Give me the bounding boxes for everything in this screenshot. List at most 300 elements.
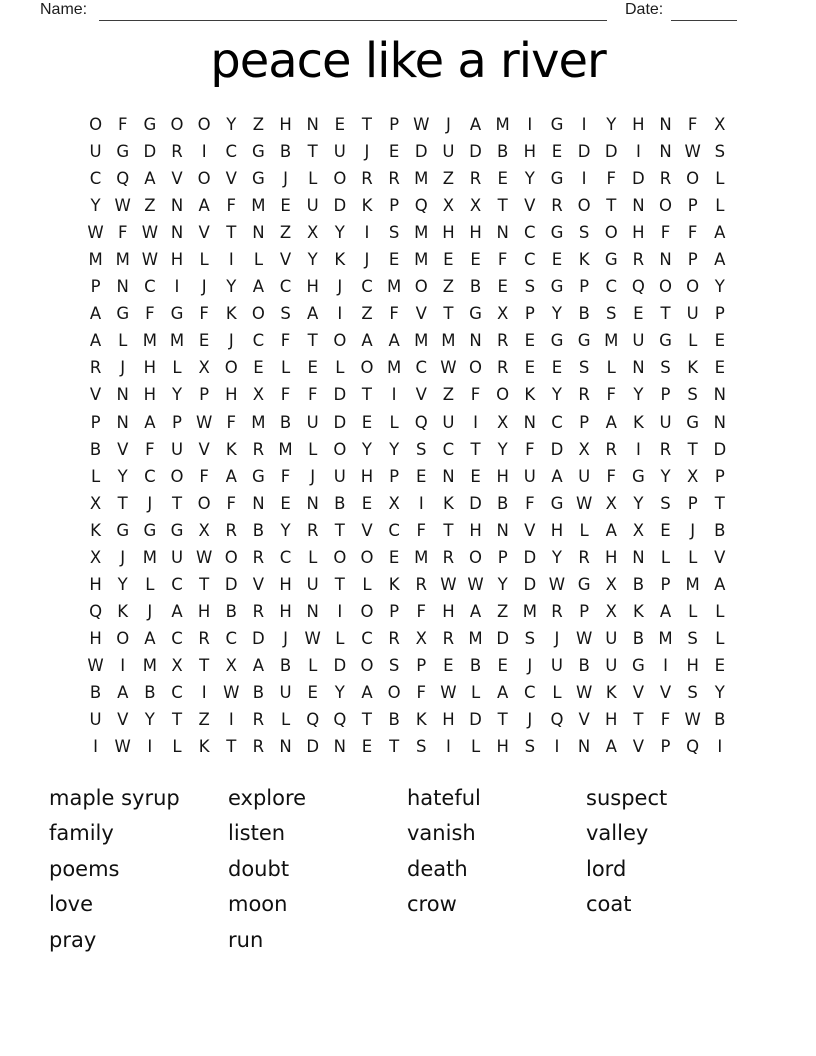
grid-letter: H [279, 574, 292, 594]
grid-letter: I [717, 737, 723, 757]
grid-letter: P [389, 196, 400, 216]
grid-letter: V [524, 520, 536, 540]
word-list-item: crow [407, 892, 457, 917]
grid-letter: E [497, 655, 508, 675]
grid-letter: J [445, 115, 451, 134]
grid-letter: A [361, 331, 373, 351]
grid-letter: N [659, 142, 672, 162]
grid-letter: O [89, 115, 103, 134]
grid-letter: Y [524, 169, 535, 189]
grid-letter: R [252, 547, 265, 567]
grid-letter: A [469, 601, 482, 621]
grid-letter: N [577, 737, 591, 757]
grid-letter: F [199, 304, 209, 324]
grid-letter: G [252, 169, 265, 189]
grid-letter: N [116, 385, 129, 405]
grid-letter: S [416, 737, 427, 757]
grid-letter: A [551, 466, 563, 486]
grid-letter: V [659, 682, 672, 702]
grid-letter: D [496, 628, 510, 648]
grid-letter: B [279, 655, 292, 675]
grid-letter: A [361, 682, 373, 702]
grid-letter: M [142, 655, 157, 675]
grid-letter: E [253, 358, 264, 378]
grid-letter: W [304, 628, 321, 648]
grid-letter: S [578, 358, 590, 378]
grid-letter: A [659, 601, 672, 621]
grid-letter: Z [252, 115, 265, 134]
grid-letter: R [442, 628, 455, 648]
grid-letter: X [415, 628, 427, 648]
grid-letter: U [578, 466, 591, 486]
grid-letter: X [198, 358, 210, 378]
grid-letter: P [199, 385, 210, 405]
grid-letter: Y [633, 385, 644, 405]
grid-letter: Y [551, 547, 562, 567]
grid-letter: Q [686, 737, 700, 757]
grid-letter: Y [280, 520, 291, 540]
grid-letter: O [224, 358, 238, 378]
grid-letter: C [225, 142, 238, 162]
grid-letter: F [145, 439, 155, 459]
grid-letter: G [143, 520, 157, 540]
grid-letter: E [388, 142, 400, 162]
grid-letter: T [117, 493, 128, 513]
grid-letter: Z [442, 169, 455, 189]
grid-letter: Y [117, 574, 128, 594]
grid-letter: L [308, 439, 318, 459]
grid-letter: E [633, 304, 644, 324]
grid-letter: M [115, 250, 130, 270]
grid-letter: P [714, 466, 725, 486]
grid-letter: F [117, 223, 128, 243]
grid-letter: W [223, 682, 240, 702]
name-blank-line [99, 0, 607, 21]
grid-letter: X [442, 196, 455, 216]
grid-letter: U [306, 574, 319, 594]
grid-letter: H [550, 520, 564, 540]
grid-letter: T [443, 520, 454, 540]
grid-letter: N [306, 115, 319, 134]
grid-letter: G [631, 466, 645, 486]
grid-letter: J [147, 493, 153, 513]
grid-letter: W [467, 574, 484, 594]
grid-letter: Y [307, 250, 318, 270]
grid-letter: G [686, 412, 700, 432]
grid-letter: G [143, 115, 157, 134]
grid-letter: U [686, 304, 699, 324]
grid-letter: G [550, 493, 564, 513]
grid-letter: Z [497, 601, 509, 621]
word-list-column [228, 781, 306, 958]
grid-letter: X [469, 196, 482, 216]
grid-letter: M [251, 412, 266, 432]
grid-letter: L [470, 682, 481, 702]
grid-letter: H [605, 710, 618, 730]
grid-letter: U [170, 547, 184, 567]
grid-letter: O [197, 493, 211, 513]
grid-letter: A [714, 250, 726, 270]
grid-letter: V [198, 223, 210, 243]
grid-letter: W [141, 250, 159, 270]
grid-letter: R [496, 358, 509, 378]
grid-letter: G [631, 655, 645, 675]
grid-letter: X [687, 466, 699, 486]
grid-letter: R [578, 385, 590, 405]
grid-letter: K [388, 574, 400, 594]
grid-letter: Y [144, 710, 155, 730]
grid-letter: F [416, 682, 426, 702]
grid-letter: T [361, 710, 373, 730]
grid-letter: B [89, 439, 102, 459]
grid-letter: R [252, 601, 265, 621]
grid-letter: V [632, 737, 645, 757]
grid-letter: E [551, 142, 563, 162]
grid-letter: E [388, 250, 400, 270]
grid-letter: H [442, 223, 455, 243]
grid-letter: I [174, 277, 180, 297]
grid-letter: T [226, 223, 237, 243]
grid-letter: B [714, 710, 726, 730]
grid-letter: L [660, 547, 671, 567]
grid-letter: C [415, 358, 428, 378]
grid-letter: R [659, 439, 672, 459]
grid-letter: J [527, 655, 533, 675]
grid-letter: H [279, 601, 292, 621]
grid-letter: S [524, 277, 536, 297]
grid-letter: R [551, 601, 563, 621]
grid-letter: S [687, 682, 698, 702]
grid-letter: E [524, 358, 536, 378]
grid-letter: O [360, 655, 374, 675]
grid-letter: S [524, 737, 536, 757]
grid-letter: O [333, 547, 347, 567]
grid-letter: H [632, 115, 645, 134]
grid-letter: N [713, 385, 726, 405]
grid-letter: O [333, 169, 347, 189]
word-list-item: love [49, 892, 94, 917]
grid-letter: U [442, 412, 455, 432]
grid-letter: G [550, 277, 564, 297]
grid-letter: Q [414, 196, 428, 216]
grid-letter: K [361, 196, 373, 216]
grid-letter: E [280, 196, 291, 216]
grid-letter: L [90, 466, 101, 486]
grid-letter: P [90, 277, 101, 297]
grid-letter: F [687, 115, 698, 134]
grid-letter: E [416, 466, 427, 486]
grid-letter: L [715, 169, 725, 189]
grid-letter: O [333, 331, 347, 351]
grid-letter: B [89, 682, 102, 702]
grid-letter: C [361, 277, 373, 297]
grid-letter: A [605, 412, 617, 432]
grid-letter: I [473, 412, 478, 432]
grid-letter: O [360, 358, 374, 378]
grid-letter: H [632, 223, 645, 243]
grid-letter: M [468, 628, 483, 648]
grid-letter: J [120, 547, 126, 567]
grid-letter: M [414, 223, 429, 243]
grid-letter: L [308, 655, 318, 675]
grid-letter: C [144, 466, 156, 486]
grid-letter: S [660, 493, 671, 513]
grid-letter: N [306, 493, 319, 513]
grid-letter: E [388, 547, 400, 567]
word-list-item: coat [586, 892, 632, 917]
letter-grid [82, 111, 733, 760]
grid-letter: O [170, 466, 184, 486]
grid-letter: B [252, 682, 265, 702]
grid-letter: E [334, 115, 346, 134]
word-list-item: doubt [228, 856, 290, 881]
grid-letter: G [170, 304, 184, 324]
grid-letter: P [687, 196, 698, 216]
grid-letter: R [252, 710, 265, 730]
grid-letter: C [279, 277, 292, 297]
grid-letter: K [632, 412, 644, 432]
grid-letter: H [143, 385, 157, 405]
grid-letter: Y [660, 466, 671, 486]
grid-letter: L [470, 737, 481, 757]
grid-letter: C [361, 628, 373, 648]
grid-letter: T [171, 493, 183, 513]
grid-letter: E [714, 655, 726, 675]
grid-letter: F [280, 385, 291, 405]
grid-letter: N [306, 601, 319, 621]
grid-letter: O [686, 169, 700, 189]
grid-letter: L [579, 520, 589, 540]
grid-letter: L [335, 628, 345, 648]
grid-letter: M [414, 331, 429, 351]
grid-letter: J [527, 710, 533, 730]
grid-letter: Z [279, 223, 292, 243]
grid-letter: V [225, 169, 237, 189]
grid-letter: Q [414, 412, 428, 432]
grid-letter: M [88, 250, 103, 270]
grid-letter: Z [198, 710, 210, 730]
grid-letter: O [686, 277, 700, 297]
grid-letter: U [659, 412, 672, 432]
grid-letter: N [279, 737, 292, 757]
name-label: Name: [40, 1, 88, 18]
grid-letter: D [333, 196, 347, 216]
grid-letter: K [632, 601, 644, 621]
grid-letter: X [89, 493, 102, 513]
grid-letter: T [361, 115, 373, 134]
grid-letter: J [364, 142, 370, 162]
grid-letter: H [496, 737, 509, 757]
grid-letter: O [333, 439, 347, 459]
grid-letter: W [87, 655, 104, 675]
grid-letter: J [690, 520, 696, 540]
grid-letter: B [578, 304, 590, 324]
grid-letter: G [550, 223, 564, 243]
date-blank-line [671, 0, 737, 21]
grid-letter: W [684, 142, 701, 162]
grid-letter: L [688, 601, 698, 621]
grid-letter: A [605, 737, 617, 757]
grid-letter: D [469, 142, 482, 162]
grid-letter: N [116, 277, 129, 297]
grid-letter: J [201, 277, 207, 297]
date-label: Date: [625, 1, 664, 18]
grid-letter: L [362, 574, 372, 594]
grid-letter: V [171, 169, 183, 189]
grid-letter: M [495, 115, 510, 134]
grid-letter: N [496, 223, 509, 243]
grid-letter: I [93, 737, 98, 757]
grid-letter: B [388, 710, 400, 730]
grid-letter: S [388, 655, 400, 675]
grid-letter: I [147, 737, 153, 757]
grid-letter: B [578, 655, 590, 675]
grid-letter: T [171, 710, 183, 730]
grid-letter: Z [442, 277, 455, 297]
grid-letter: M [386, 277, 402, 297]
grid-letter: T [199, 574, 210, 594]
grid-letter: A [252, 655, 265, 675]
grid-letter: G [604, 250, 618, 270]
grid-letter: R [415, 574, 427, 594]
grid-letter: C [524, 223, 536, 243]
grid-letter: V [89, 385, 102, 405]
grid-letter: O [469, 547, 483, 567]
grid-letter: O [577, 196, 591, 216]
grid-letter: H [469, 223, 482, 243]
grid-letter: Y [334, 223, 345, 243]
grid-letter: F [525, 439, 535, 459]
grid-letter: R [89, 358, 102, 378]
grid-letter: W [548, 574, 566, 594]
grid-letter: O [251, 304, 265, 324]
grid-letter: N [170, 223, 184, 243]
grid-letter: H [89, 628, 102, 648]
grid-letter: C [605, 277, 617, 297]
grid-letter: C [388, 520, 400, 540]
grid-letter: O [414, 277, 428, 297]
grid-letter: D [333, 412, 347, 432]
grid-letter: H [197, 601, 211, 621]
grid-letter: R [496, 331, 509, 351]
grid-letter: T [443, 304, 454, 324]
grid-letter: F [606, 466, 616, 486]
grid-letter: B [279, 142, 292, 162]
grid-letter: E [470, 250, 481, 270]
grid-letter: X [89, 547, 102, 567]
grid-letter: N [659, 115, 672, 134]
grid-letter: G [116, 304, 130, 324]
grid-letter: N [442, 466, 455, 486]
grid-letter: E [361, 737, 373, 757]
grid-letter: F [145, 304, 155, 324]
grid-letter: K [198, 737, 210, 757]
grid-letter: U [170, 439, 184, 459]
grid-letter: F [660, 710, 671, 730]
grid-letter: B [714, 520, 726, 540]
grid-letter: K [90, 520, 101, 540]
grid-letter: E [714, 358, 726, 378]
grid-letter: L [145, 574, 155, 594]
grid-letter: S [660, 358, 671, 378]
grid-letter: N [333, 737, 346, 757]
grid-letter: E [551, 250, 563, 270]
grid-letter: M [142, 331, 157, 351]
grid-letter: D [414, 142, 428, 162]
grid-letter: A [497, 682, 509, 702]
grid-letter: I [581, 115, 587, 134]
grid-letter: W [575, 682, 593, 702]
grid-letter: Y [117, 466, 128, 486]
grid-letter: O [604, 223, 618, 243]
grid-letter: A [144, 412, 156, 432]
grid-letter: S [280, 304, 291, 324]
grid-letter: R [578, 547, 590, 567]
grid-letter: Y [497, 574, 508, 594]
grid-letter: D [224, 574, 238, 594]
grid-letter: B [632, 574, 645, 594]
grid-letter: E [307, 358, 318, 378]
grid-letter: R [605, 439, 617, 459]
grid-letter: I [445, 737, 451, 757]
grid-letter: P [579, 277, 590, 297]
grid-letter: T [361, 385, 373, 405]
grid-letter: I [201, 682, 207, 702]
grid-letter: Z [442, 385, 455, 405]
grid-letter: Q [89, 601, 103, 621]
grid-letter: I [635, 439, 641, 459]
word-list-item: hateful [407, 786, 481, 810]
grid-letter: O [224, 547, 238, 567]
grid-letter: T [497, 196, 508, 216]
grid-letter: S [687, 385, 698, 405]
grid-letter: C [171, 682, 183, 702]
grid-letter: S [578, 223, 590, 243]
grid-letter: G [116, 520, 130, 540]
grid-letter: W [575, 493, 593, 513]
grid-letter: P [172, 412, 182, 432]
grid-letter: D [523, 574, 537, 594]
grid-letter: S [687, 628, 698, 648]
grid-letter: U [333, 142, 346, 162]
grid-letter: R [388, 169, 400, 189]
word-list-item: maple syrup [49, 786, 180, 810]
grid-letter: C [144, 277, 156, 297]
grid-letter: A [714, 574, 726, 594]
grid-letter: L [688, 331, 698, 351]
grid-letter: T [307, 142, 318, 162]
grid-letter: P [579, 412, 590, 432]
grid-letter: C [524, 682, 536, 702]
grid-letter: A [89, 304, 102, 324]
grid-letter: P [714, 304, 725, 324]
grid-letter: C [225, 628, 238, 648]
grid-letter: K [225, 439, 237, 459]
grid-letter: F [226, 412, 237, 432]
grid-letter: R [659, 169, 672, 189]
grid-letter: U [442, 142, 455, 162]
grid-letter: R [198, 628, 210, 648]
grid-letter: U [306, 196, 319, 216]
grid-letter: C [171, 574, 183, 594]
grid-letter: B [632, 628, 645, 648]
grid-letter: C [171, 628, 183, 648]
grid-letter: G [550, 115, 564, 134]
grid-letter: B [279, 412, 292, 432]
grid-letter: H [306, 277, 319, 297]
grid-letter: H [89, 574, 102, 594]
grid-letter: F [660, 223, 671, 243]
